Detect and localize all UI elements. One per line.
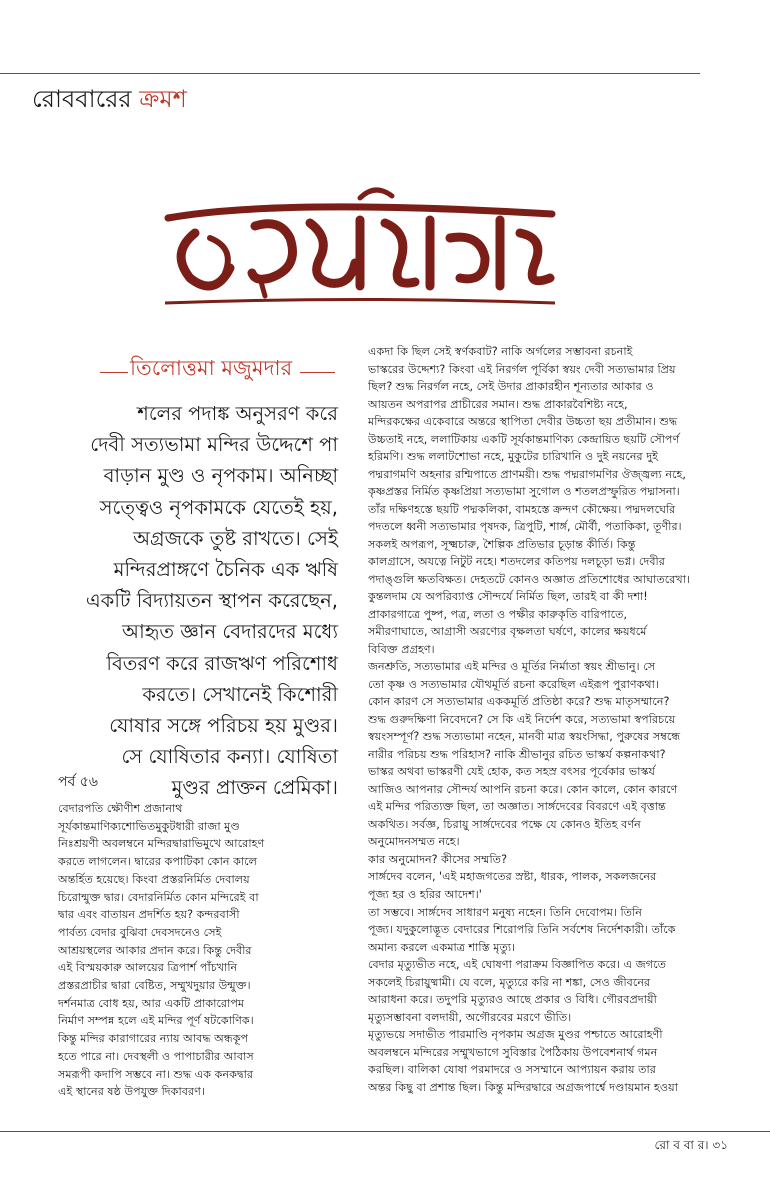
intro-line: মন্দিরপ্রাঙ্গণে চৈনিক এক ঋষি: [113, 558, 338, 582]
intro-line: সত্ত্বেও নৃপকামকে যেতেই হয়,: [99, 495, 338, 519]
intro-line: একটি বিদ্যায়তন স্থাপন করেছেন,: [85, 589, 338, 613]
text-line: আরাধনা করে। তদুপরি মৃত্যুরও আছে প্রকার ও বিধি। গৌরবপ্রদায়ী: [368, 993, 657, 1007]
text-line: অনুমোদনসম্মত নহে।: [368, 835, 460, 849]
text-line: প্রাকারগাত্রে পুষ্প, পত্র, লতা ও পক্ষীর কারুকৃতি বারিপাতে,: [368, 607, 628, 621]
text-line: সূর্যকান্তমাণিক্যশোভিতমুকুটধারী রাজা মুণ্ড: [58, 819, 240, 833]
text-line: করতে লাগলেন। দ্বারের কপাটিকা কোন কালে: [58, 855, 257, 869]
episode-number: পর্ব ৫৬: [58, 774, 98, 790]
text-line: বেদারপতি ক্ষৌণীশ প্রজানাথ: [58, 802, 183, 815]
text-line: ভাস্কর অথবা ভাস্করণী যেই হোক, কত সহস্র বৎসর পূর্বেকার ভাস্কর্য: [368, 765, 655, 779]
bottom-rule: [0, 1131, 770, 1132]
masthead-underline: [165, 300, 555, 304]
text-line: শুদ্ধ গুরুদক্ষিণা নিবেদনে? সে কি এই নির্দেশ করে, সত্যভামা স্বপরিচয়ে: [368, 712, 676, 726]
intro-line: অগ্রজকে তুষ্ট রাখতে। সেই: [133, 526, 338, 550]
text-line: নিঃশ্রয়ণী অবলম্বনে মন্দিরদ্বারাভিমুখে আরোহণ: [58, 837, 265, 851]
text-line: কালগ্রাসে, অযত্নে নিটুট নহে। শতদলের কতিপয় দলচূড়া ভগ্ন। দেবীর: [368, 555, 665, 569]
intro-line: সে যোষিতার কন্যা। যোষিতা: [121, 745, 338, 769]
text-line: সমীরণাঘাতে, আগ্রাসী অরণ্যের বৃক্ষলতা ঘর্ষণে, কালের ক্ষয়ধর্মে: [368, 625, 647, 639]
right-column-text: [368, 343, 710, 1096]
text-line: উচ্চতাই নহে, ললাটিকায় একটি সূর্যকান্তমাণিক্য কেন্দ্রায়িত ছয়টি সৌপর্ণ: [368, 432, 680, 446]
text-line: পদ্মরাগমণি অহনার রশ্মিপাতে প্রাণময়ী। শুদ্ধ পদ্মরাগমণির ঔজ্জ্বল্য নহে,: [368, 467, 686, 481]
text-line: স্বয়ংসম্পূর্ণ? শুদ্ধ সত্যভামা নহেন, মানবী মাত্র স্বয়ংসিদ্ধা, পুরুষের সম্বন্ধে: [368, 730, 681, 744]
intro-line: বাড়ান মুণ্ড ও নৃপকাম। অনিচ্ছা: [103, 464, 338, 488]
text-line: হরিমণি। শুদ্ধ ললাটশোভা নহে, মুকুটের চারিখানি ও দুই নয়নের দুই: [368, 450, 658, 464]
text-line: তা সম্ভবে। সার্ঙ্গদেব সাধারণ মনুষ্য নহেন। তিনি দেবোপম। তিনি: [368, 905, 642, 919]
text-line: কৃষ্ণপ্রস্তর নির্মিত কৃষ্ণপ্রিয়া সত্যভামা সুগোল ও শতলপ্রস্ফুরিত পদ্মাসনা।: [368, 485, 680, 499]
text-line: এই মন্দির পরিত্যক্ত ছিল, তা অজ্ঞাত। সার্ঙ্গদেবের বিবরণে এই বৃত্তান্ত: [368, 800, 666, 814]
text-line: কোন কারণ সে সত্যভামার এককমূর্তি প্রতিষ্ঠা করে? শুদ্ধ মাতৃসম্মানে?: [368, 695, 670, 709]
text-line: করছিল। বালিকা যোষা পরমাদরে ও সসম্মানে আপ্যায়ন করায় তার: [368, 1063, 656, 1077]
text-line: প্রস্তরপ্রাচীর দ্বারা বেষ্টিত, সম্মুখদুয়ার উন্মুক্ত।: [58, 979, 251, 993]
text-line: চিরোন্মুক্ত দ্বার। বেদারনির্মিত কোন মন্দিরেই বা: [58, 890, 259, 904]
text-line: একদা কি ছিল সেই স্বর্ণকবাট? নাকি অর্গলের সম্ভাবনা রচনাই: [368, 345, 633, 358]
text-line: দর্শনমাত্র বোধ হয়, আর একটি প্রাকারোপম: [58, 996, 245, 1010]
text-line: মন্দিরকক্ষের একেবারে অন্তরে স্থাপিতা দেবীর উচ্চতা ছয় প্রতীমান। শুদ্ধ: [368, 415, 678, 429]
intro-line: আহৃত জ্ঞান বেদারদের মধ্যে: [122, 620, 338, 644]
text-line: ছিল? শুদ্ধ নিরর্গল নহে, সেই উদার প্রাকারহীন শূন্যতার আকার ও: [368, 380, 654, 394]
text-line: তো কৃষ্ণ ও সত্যভামার যৌথমূর্তি রচনা করেছিল এইরূপ পুরাণকথা।: [368, 677, 659, 691]
text-line: আশ্রয়স্থলের আকার প্রদান করে। কিন্তু দেবীর: [58, 943, 252, 957]
masthead-logo: [160, 178, 560, 308]
intro-line: দেবী সত্যভামা মন্দির উদ্দেশে পা: [90, 433, 338, 457]
text-line: সকলেই চিরায়ুষ্মামী। যে বলে, মৃত্যুরে করি না শঙ্কা, সেও জীবনের: [368, 975, 651, 989]
text-line: পদাঙ্গুলি ক্ষতবিক্ষত। দেহতটে কোনও অজ্ঞাত প্রতিশোধের আঘাতরেখা।: [368, 572, 690, 586]
text-line: অবলম্বনে মন্দিরের সম্মুখভাগে সুবিস্তার পৈঠিকায় উপবেশনার্থ গমন: [368, 1045, 658, 1059]
text-line: সার্ঙ্গদেব বলেন, 'এই মহাজগতের স্রষ্টা, ধারক, পালক, সকলজনের: [368, 870, 657, 884]
text-line: অন্তর্হিত হয়েছে। কিংবা প্রস্তরনির্মিত দেবালয়: [58, 872, 250, 886]
text-line: কুন্তলদাম যে অপরিব্যাপ্ত সৌন্দর্যে নির্মিত ছিল, তারই বা কী দশা!: [368, 590, 648, 604]
intro-line: যোষার সঙ্গে পরিচয় হয় মুণ্ডর।: [109, 714, 338, 738]
author-rule-right: [300, 372, 335, 373]
intro-line: শলের পদাঙ্ক অনুসরণ করে: [137, 402, 338, 425]
author-name: তিলোত্তমা মজুমদার: [130, 356, 293, 380]
page-footer: রো ব বা র। ৩১: [654, 1138, 728, 1152]
intro-line: করতে। সেখানেই কিশোরী: [142, 682, 338, 706]
text-line: আয়তন অপরাপর প্রাচীরের সমান। শুদ্ধ প্রাকারবৈশিষ্ট্য নহে,: [368, 397, 628, 411]
text-line: জনশ্রুতি, সত্যভামার এই মন্দির ও মূর্তির নির্মাতা স্বয়ং শ্রীভানু। সে: [368, 660, 656, 674]
text-line: কার অনুমোদন? কীসের সম্মতি?: [368, 852, 508, 866]
text-line: বিবিক্ত প্রগ্রহণ।: [368, 642, 435, 656]
text-line: বেদার মৃত্যুভীত নহে, এই ঘোষণা পরাক্রম বিজ্ঞাপিত করে। এ জগতে: [368, 958, 666, 972]
text-line: কিন্তু মন্দির কারাগারের ন্যায় আবদ্ধ অন্ধকূপ: [58, 1032, 249, 1046]
text-line: সমরূপী কদাপি সম্ভবে না। শুদ্ধ এক কনকদ্বার: [58, 1067, 254, 1081]
author-rule-left: [100, 372, 128, 373]
section-heading: [32, 84, 187, 114]
text-line: নির্মাণ সম্পন্ন হলে এই মন্দির পূর্ণ ষটকোণিক।: [58, 1014, 254, 1028]
text-line: অন্তর কিছু বা প্রশান্ত ছিল। কিন্তু মন্দিরদ্বারে অগ্রজপার্শ্বে দণ্ডায়মান হওয়া: [368, 1080, 678, 1094]
intro-pullquote: [36, 398, 338, 804]
text-line: পদতলে ধ্বনী সত্যভামার পৃষদক, ত্রিপুটি, শার্ঙ্গ, মৌর্বী, পতাকিকা, তূণীর।: [368, 520, 682, 534]
text-line: তাঁর দক্ষিণহস্তে ছয়টি পদ্মকলিকা, বামহস্তে ক্রন্দণ কৌক্ষেয়। পদ্মদলঘেরি: [368, 502, 676, 516]
section-heading-accent: ক্রমশ: [139, 85, 187, 113]
section-heading-plain: রোববারের: [32, 85, 140, 113]
text-line: মৃত্যুসম্ভাবনা বলদায়ী, অগৌরবের মরণে ভীতি।: [368, 1010, 572, 1024]
text-line: পূজ্য হর ও হরির আদেশ।': [368, 887, 482, 901]
text-line: পার্বত্য বেদার বুঝিবা দেবসদনেও সেই: [58, 925, 222, 939]
text-line: পূজ্য। যদুকুলোদ্ভূত বেদারের শিরোপরি তিনি সর্বশেষ নির্দেশকারী। তাঁকে: [368, 923, 676, 937]
left-column-text: [58, 800, 344, 1101]
text-line: ভাস্করের উদ্দেশ্য? কিংবা এই নিরর্গল পূর্বিকা স্বয়ং দেবী সত্যভামার প্রিয়: [368, 362, 676, 376]
text-line: অমান্য করলে একমাত্র শাস্তি মৃত্যু।: [368, 940, 516, 954]
text-line: এই স্থানের ষষ্ঠ উপযুক্ত দিকাবরণ।: [58, 1085, 205, 1099]
intro-line: বিতরণ করে রাজঋণ পরিশোধ: [106, 651, 338, 675]
text-line: আজিও আপনার সৌন্দর্য আপনি রচনা করে। কোন কালে, কোন কারণে: [368, 782, 678, 796]
text-line: নারীর পরিচয় শুদ্ধ পরিহাস? নাকি শ্রীভানুর রচিত ভাস্কর্য কল্পনাকথা?: [368, 747, 666, 761]
text-line: অকথিত। সর্বজ্ঞ, চিরায়ু সার্ঙ্গদেবের পক্ষে যে কোনও ইতিহ বর্ণন: [368, 817, 641, 831]
intro-line: মুণ্ডর প্রাক্তন প্রেমিকা।: [171, 776, 338, 800]
top-rule: [0, 73, 700, 74]
text-line: হতে পারে না। দেবস্থলী ও পাপাচারীর আবাস: [58, 1049, 254, 1063]
text-line: এই বিস্ময়কারু আলয়ের ত্রিপার্শ পাঁচখানি: [58, 961, 238, 975]
text-line: সকলই অপরূপ, সূক্ষ্মচারু, শৈল্পিক প্রতিভার চূড়ান্ত কীর্তি। কিন্তু: [368, 537, 636, 551]
text-line: মৃত্যুভয়ে সদাভীত পারমাণ্ডি নৃপকাম অগ্রজ মুণ্ডর পশ্চাতে আরোহণী: [368, 1028, 663, 1042]
text-line: দ্বার এবং বাতায়ন প্রদর্শিত হয়? কন্দরবাসী: [58, 908, 240, 922]
